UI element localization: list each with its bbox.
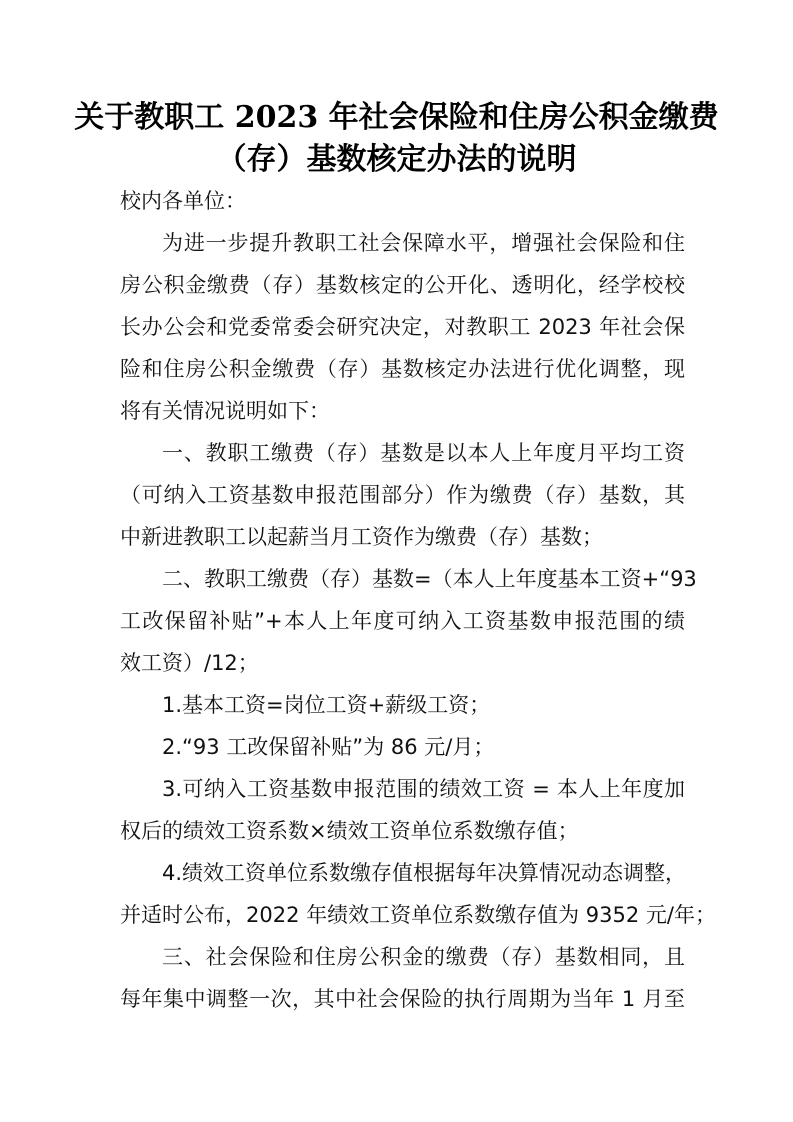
paragraph-line: 长办公会和党委常委会研究决定，对教职工 2023 年社会保 xyxy=(120,315,685,339)
list-item: 1.基本工资=岗位工资+薪级工资； xyxy=(162,693,491,717)
paragraph-line: 工改保留补贴”+本人上年度可纳入工资基数申报范围的绩 xyxy=(120,609,685,633)
paragraph-line: 一、教职工缴费（存）基数是以本人上年度月平均工资 xyxy=(162,441,685,465)
paragraph-line: 三、社会保险和住房公积金的缴费（存）基数相同，且 xyxy=(162,945,685,969)
paragraph-line: 将有关情况说明如下： xyxy=(120,399,330,423)
list-item: 3.可纳入工资基数申报范围的绩效工资 = 本人上年度加 xyxy=(162,777,685,801)
list-item: 4.绩效工资单位系数缴存值根据每年决算情况动态调整， xyxy=(162,861,687,885)
paragraph-line: 为进一步提升教职工社会保障水平，增强社会保险和住 xyxy=(162,231,685,255)
paragraph-line: 险和住房公积金缴费（存）基数核定办法进行优化调整，现 xyxy=(120,357,685,381)
list-item: 2.“93 工改保留补贴”为 86 元/月； xyxy=(162,735,495,759)
paragraph-line: 权后的绩效工资系数×绩效工资单位系数缴存值； xyxy=(120,819,579,843)
document-title-line-1: 关于教职工 2023 年社会保险和住房公积金缴费 xyxy=(74,100,719,135)
paragraph-line: 中新进教职工以起薪当月工资作为缴费（存）基数； xyxy=(120,525,603,549)
paragraph-line: 房公积金缴费（存）基数核定的公开化、透明化，经学校校 xyxy=(120,273,685,297)
salutation: 校内各单位： xyxy=(120,189,246,213)
paragraph-line: （可纳入工资基数申报范围部分）作为缴费（存）基数，其 xyxy=(120,483,685,507)
paragraph-line: 效工资）/12； xyxy=(120,651,259,675)
paragraph-line: 二、教职工缴费（存）基数=（本人上年度基本工资+“93 xyxy=(162,567,697,591)
paragraph-line: 每年集中调整一次，其中社会保险的执行周期为当年 1 月至 xyxy=(120,987,685,1011)
document-title-line-2: （存）基数核定办法的说明 xyxy=(216,142,577,177)
paragraph-line: 并适时公布，2022 年绩效工资单位系数缴存值为 9352 元/年； xyxy=(120,903,716,927)
